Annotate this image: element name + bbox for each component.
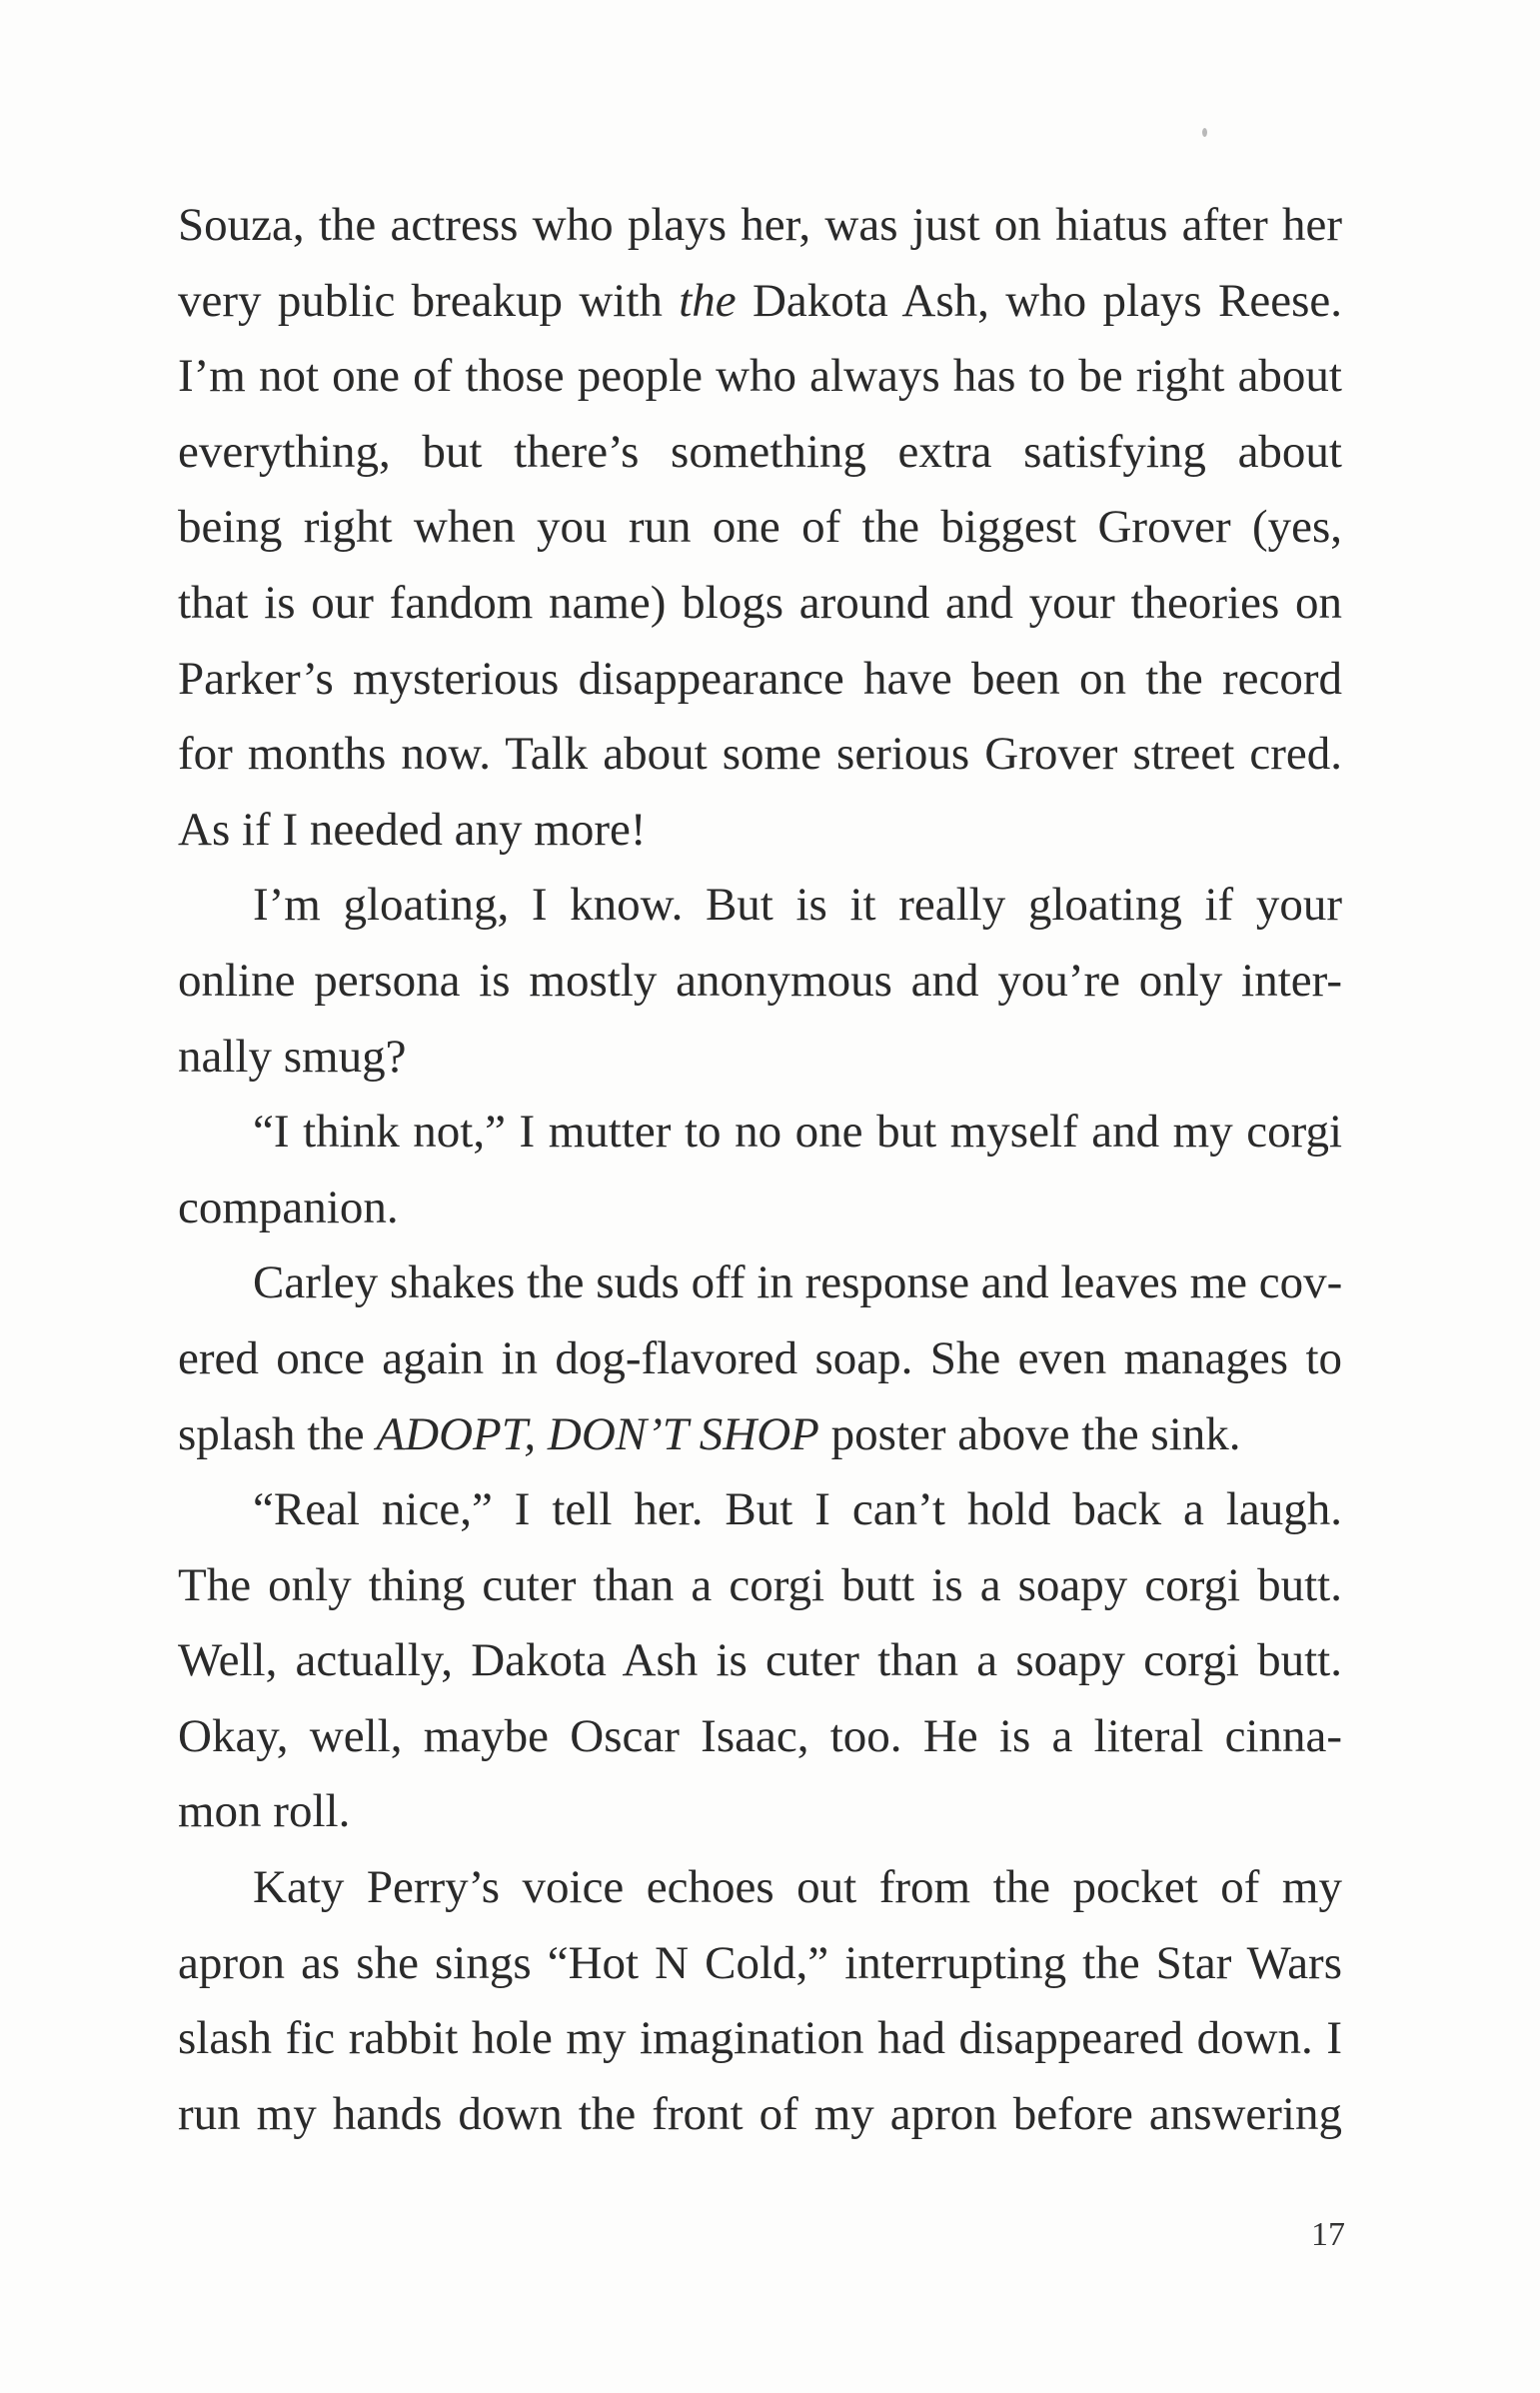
text-line	[178, 1774, 1342, 1850]
page-number: 17	[1311, 2216, 1345, 2253]
text-line	[178, 642, 1342, 718]
text-line	[178, 1548, 1342, 1624]
text-run: very public breakup with	[178, 274, 680, 327]
text-run: As if I needed any more!	[178, 803, 647, 856]
text-run: Dakota Ash, who plays Reese.	[736, 274, 1343, 327]
text-run: I’m not one of those people who always has to be right about	[178, 350, 1342, 403]
text-run: that is our fandom name) blogs around and your theories on	[178, 576, 1342, 629]
italic-text: ADOPT, DON’T SHOP	[376, 1407, 819, 1460]
text-run: Katy Perry’s voice echoes out from the pocket of my	[253, 1861, 1342, 1914]
text-run: everything, but there’s something extra satisfying about	[178, 425, 1342, 478]
text-run: Carley shakes the suds off in response and leaves me cov-	[253, 1256, 1343, 1309]
text-line	[178, 1245, 1342, 1321]
text-line	[178, 264, 1342, 340]
text-run: ered once again in dog-flavored soap. She even manages to	[178, 1331, 1342, 1384]
paragraph	[178, 188, 1342, 868]
text-run: apron as she sings “Hot N Cold,” interrupting the Star Wars	[178, 1936, 1342, 1989]
text-line	[178, 2001, 1342, 2077]
paragraph	[178, 868, 1342, 1095]
text-line	[178, 1321, 1342, 1397]
text-run: The only thing cuter than a corgi butt is a soapy corgi butt.	[178, 1558, 1342, 1611]
text-line	[178, 1699, 1342, 1775]
paragraph	[178, 1245, 1342, 1472]
text-run: being right when you run one of the biggest Grover (yes,	[178, 501, 1342, 554]
text-run: I’m gloating, I know. But is it really gloating if your	[253, 879, 1342, 932]
text-line	[178, 868, 1342, 944]
paragraph	[178, 1472, 1342, 1850]
text-line	[178, 188, 1342, 264]
text-line	[178, 1623, 1342, 1699]
text-run: run my hands down the front of my apron before answering	[178, 2087, 1342, 2140]
text-run: splash the	[178, 1407, 377, 1460]
text-line	[178, 339, 1342, 415]
text-line	[178, 2077, 1342, 2153]
text-line	[178, 717, 1342, 793]
text-line	[178, 566, 1342, 642]
text-line	[178, 1850, 1342, 1926]
text-run: companion.	[178, 1181, 399, 1233]
body-text	[178, 188, 1342, 2152]
text-line	[178, 1171, 1342, 1246]
text-run: mon roll.	[178, 1785, 351, 1838]
text-line	[178, 944, 1342, 1020]
text-run: “Real nice,” I tell her. But I can’t hold back a laugh.	[253, 1483, 1342, 1536]
text-run: “I think not,” I mutter to no one but myself and my corgi	[253, 1106, 1342, 1159]
text-line	[178, 490, 1342, 566]
text-line	[178, 415, 1342, 491]
text-line	[178, 1095, 1342, 1171]
text-run: Okay, well, maybe Oscar Isaac, too. He is a literal cinna-	[178, 1709, 1342, 1762]
italic-text: the	[679, 274, 737, 327]
paragraph	[178, 1850, 1342, 2152]
text-run: online persona is mostly anonymous and you’re only inter-	[178, 954, 1342, 1007]
text-line	[178, 1472, 1342, 1548]
print-speck	[1202, 128, 1207, 137]
text-line	[178, 1397, 1342, 1473]
text-run: Well, actually, Dakota Ash is cuter than a soapy corgi butt.	[178, 1634, 1342, 1687]
text-run: poster above the sink.	[818, 1407, 1241, 1460]
text-line	[178, 1020, 1342, 1096]
text-run: nally smug?	[178, 1030, 407, 1083]
paragraph	[178, 1095, 1342, 1245]
text-run: slash fic rabbit hole my imagination had disappeared down. I	[178, 2012, 1342, 2065]
text-run: for months now. Talk about some serious Grover street cred.	[178, 728, 1342, 781]
text-run: Souza, the actress who plays her, was just on hiatus after her	[178, 199, 1342, 251]
text-run: Parker’s mysterious disappearance have been on the record	[178, 652, 1342, 705]
text-line	[178, 1926, 1342, 2002]
text-line	[178, 793, 1342, 869]
